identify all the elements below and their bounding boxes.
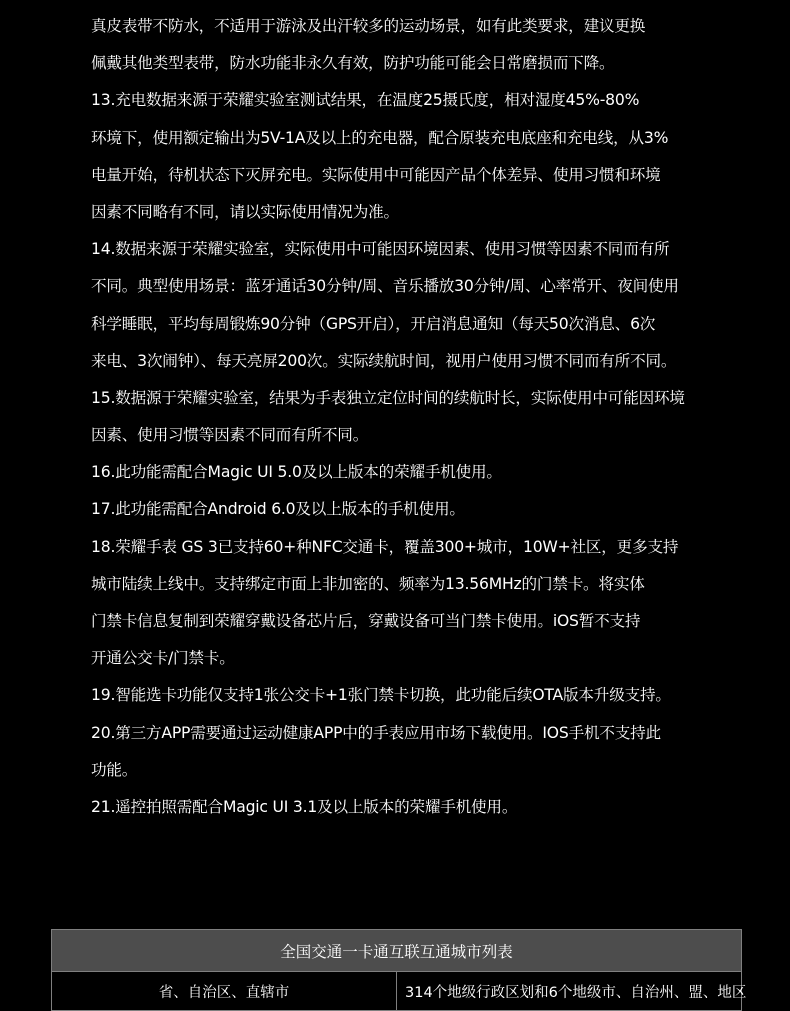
footnote-line: 16.此功能需配合Magic UI 5.0及以上版本的荣耀手机使用。 xyxy=(91,463,502,482)
footnote-line: 科学睡眠，平均每周锻炼90分钟（GPS开启），开启消息通知（每天50次消息、6次 xyxy=(91,314,656,333)
footnote-line: 因素、使用习惯等因素不同而有所不同。 xyxy=(91,426,369,445)
table-title: 全国交通一卡通互联互通城市列表 xyxy=(52,930,742,972)
footnote-line: 不同。典型使用场景：蓝牙通话30分钟/周、音乐播放30分钟/周、心率常开、夜间使用 xyxy=(91,277,679,296)
footnote-line: 20.第三方APP需要通过运动健康APP中的手表应用市场下载使用。IOS手机不支持此 xyxy=(91,723,661,742)
footnotes-list xyxy=(91,8,721,826)
footnote-line: 19.智能选卡功能仅支持1张公交卡+1张门禁卡切换，此功能后续OTA版本升级支持。 xyxy=(91,686,671,705)
footnote-line: 功能。 xyxy=(91,760,138,779)
table-header-row xyxy=(52,930,742,972)
table-cell-value: 314个地级行政区划和6个地级市、自治州、盟、地区 xyxy=(397,972,742,1011)
footnote-line: 17.此功能需配合Android 6.0及以上版本的手机使用。 xyxy=(91,500,465,519)
footnote-line: 电量开始，待机状态下灭屏充电。实际使用中可能因产品个体差异、使用习惯和环境 xyxy=(91,165,661,184)
footnote-line: 环境下，使用额定输出为5V-1A及以上的充电器，配合原装充电底座和充电线，从3% xyxy=(91,128,669,147)
footnote-line: 开通公交卡/门禁卡。 xyxy=(91,649,235,668)
footnote-line: 15.数据源于荣耀实验室，结果为手表独立定位时间的续航时长，实际使用中可能因环境 xyxy=(91,388,685,407)
footnote-line: 佩戴其他类型表带，防水功能非永久有效，防护功能可能会日常磨损而下降。 xyxy=(91,54,615,73)
footnote-line: 因素不同略有不同，请以实际使用情况为准。 xyxy=(91,202,399,221)
footnote-line: 21.遥控拍照需配合Magic UI 3.1及以上版本的荣耀手机使用。 xyxy=(91,797,518,816)
table-row xyxy=(52,972,742,1011)
footnote-line: 13.充电数据来源于荣耀实验室测试结果，在温度25摄氏度，相对湿度45%-80% xyxy=(91,91,640,110)
footnote-line: 18.荣耀手表 GS 3已支持60+种NFC交通卡，覆盖300+城市，10W+社区，更多支持 xyxy=(91,537,679,556)
table-cell-label: 省、自治区、直辖市 xyxy=(52,972,397,1011)
footnote-line: 门禁卡信息复制到荣耀穿戴设备芯片后，穿戴设备可当门禁卡使用。iOS暂不支持 xyxy=(91,612,641,630)
transit-city-table xyxy=(51,929,747,1011)
footnote-line: 来电、3次闹钟）、每天亮屏200次。实际续航时间，视用户使用习惯不同而有所不同。 xyxy=(91,351,677,370)
footnote-line: 城市陆续上线中。支持绑定市面上非加密的、频率为13.56MHz的门禁卡。将实体 xyxy=(91,574,645,593)
footnote-line: 14.数据来源于荣耀实验室，实际使用中可能因环境因素、使用习惯等因素不同而有所 xyxy=(91,240,670,259)
footnote-line: 真皮表带不防水，不适用于游泳及出汗较多的运动场景，如有此类要求，建议更换 xyxy=(91,17,646,35)
